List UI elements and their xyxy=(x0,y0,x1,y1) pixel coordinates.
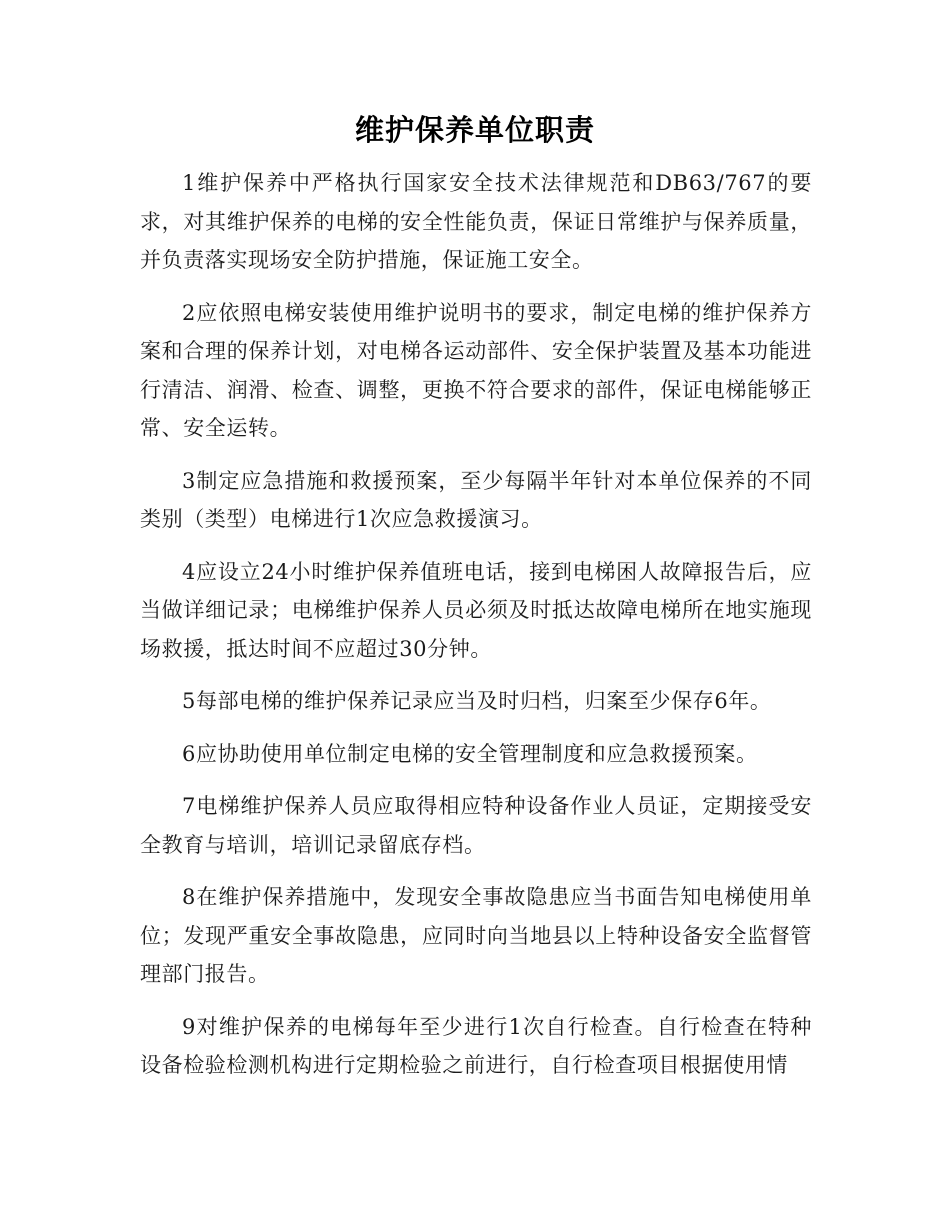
paragraph-5: 5每部电梯的维护保养记录应当及时归档，归案至少保存6年。 xyxy=(182,689,772,713)
paragraph-1: 1维护保养中严格执行国家安全技术法律规范和DB63/767的要求，对其维护保养的电梯的安全性能负责，保证日常维护与保养质量，并负责落实现场安全防护措施，保证施工安全。 xyxy=(140,171,812,272)
paragraph-2: 2应依照电梯安装使用维护说明书的要求，制定电梯的维护保养方案和合理的保养计划，对电梯各运动部件、安全保护装置及基本功能进行清洁、润滑、检查、调整，更换不符合要求的部件，保证电梯能够正常、安全运转。 xyxy=(140,300,812,440)
paragraph-6: 6应协助使用单位制定电梯的安全管理制度和应急救援预案。 xyxy=(182,741,758,766)
paragraph-8: 8在维护保养措施中，发现安全事故隐患应当书面告知电梯使用单位；发现严重安全事故隐患，应同时向当地县以上特种设备安全监督管理部门报告。 xyxy=(140,885,812,986)
paragraph-7: 7电梯维护保养人员应取得相应特种设备作业人员证，定期接受安全教育与培训，培训记录留底存档。 xyxy=(140,794,812,857)
document-title: 维护保养单位职责 xyxy=(354,113,595,147)
document-body xyxy=(140,164,812,1099)
paragraph-3: 3制定应急措施和救援预案，至少每隔半年针对本单位保养的不同类别（类型）电梯进行1次应急救援演习。 xyxy=(140,468,812,531)
paragraph-4: 4应设立24小时维护保养值班电话，接到电梯困人故障报告后，应当做详细记录；电梯维护保养人员必须及时抵达故障电梯所在地实施现场救援，抵达时间不应超过30分钟。 xyxy=(140,559,812,661)
paragraph-9: 9对维护保养的电梯每年至少进行1次自行检查。自行检查在特种设备检验检测机构进行定期检验之前进行，自行检查项目根据使用情 xyxy=(140,1014,812,1077)
